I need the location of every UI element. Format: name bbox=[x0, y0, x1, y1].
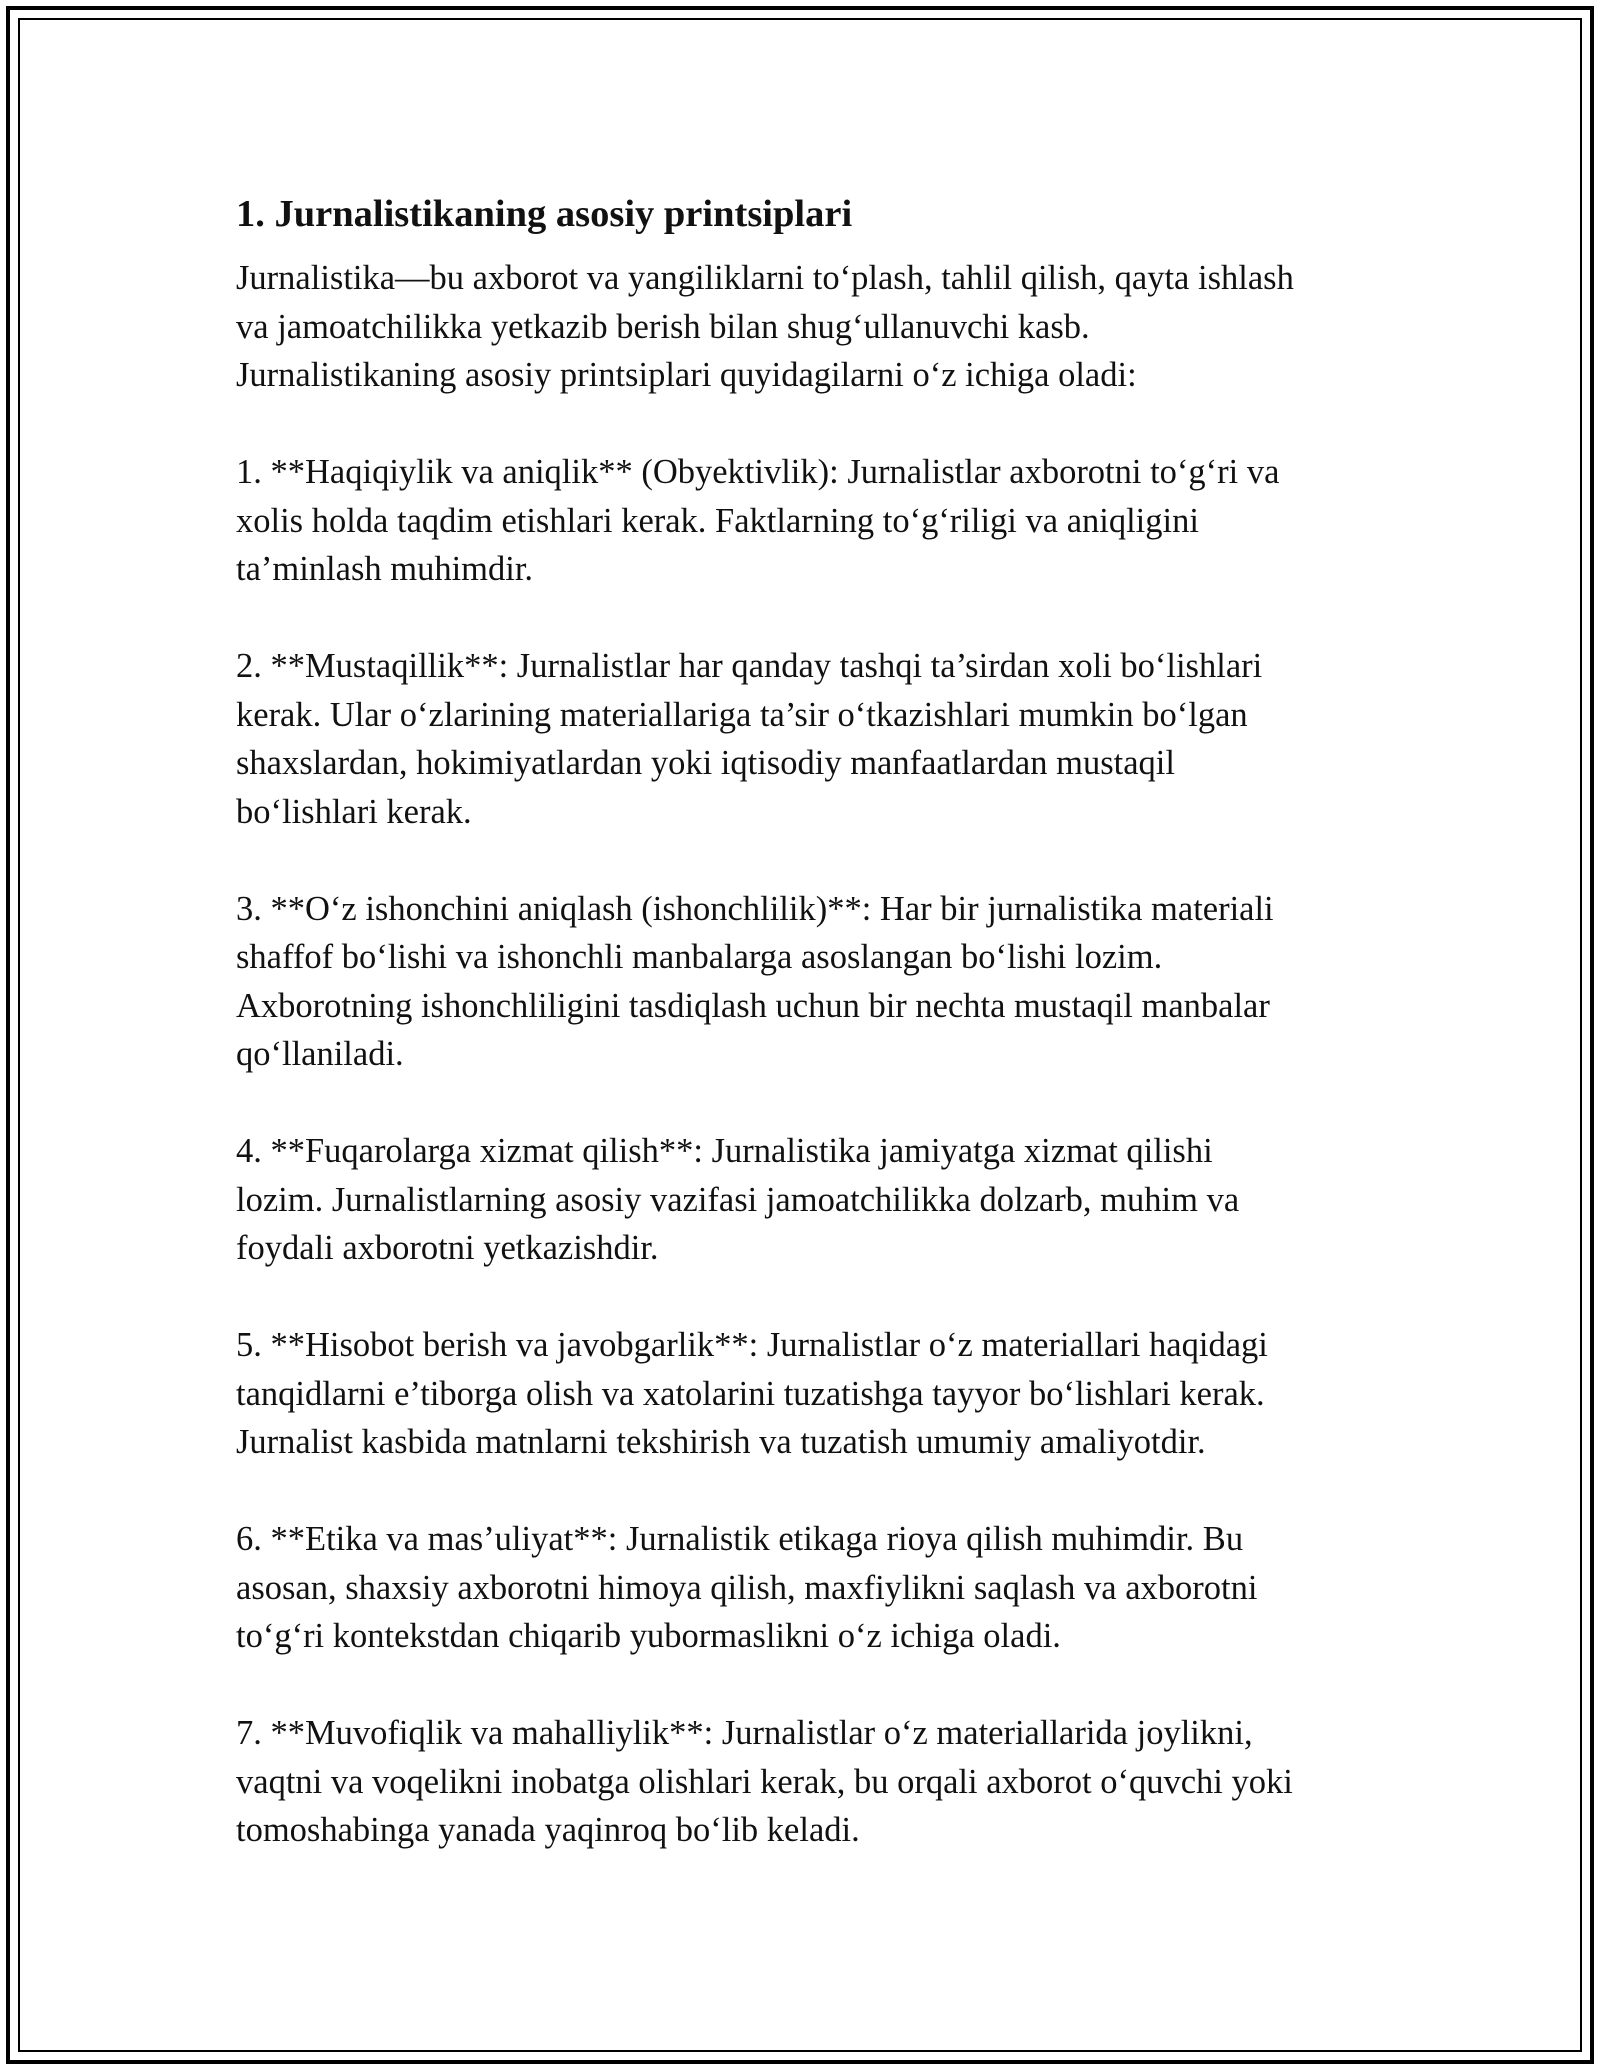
principle-7-paragraph bbox=[236, 1709, 1376, 1855]
principle-5-paragraph bbox=[236, 1321, 1376, 1467]
text-line: 3. **O‘z ishonchini aniqlash (ishonchlilik)**: Har bir jurnalistika materiali bbox=[236, 889, 1274, 928]
text-line: va jamoatchilikka yetkazib berish bilan shug‘ullanuvchi kasb. bbox=[236, 307, 1090, 346]
text-line: qo‘llaniladi. bbox=[236, 1035, 404, 1073]
text-line: asosan, shaxsiy axborotni himoya qilish, maxfiylikni saqlash va axborotni bbox=[236, 1568, 1258, 1607]
document-body bbox=[236, 186, 1376, 1903]
text-line: 6. **Etika va mas’uliyat**: Jurnalistik etikaga rioya qilish muhimdir. Bu bbox=[236, 1520, 1244, 1558]
principle-3-paragraph bbox=[236, 885, 1376, 1079]
text-line: Axborotning ishonchliligini tasdiqlash uchun bir nechta mustaqil manbalar bbox=[236, 986, 1270, 1025]
principle-4-paragraph bbox=[236, 1127, 1376, 1273]
text-line: Jurnalistikaning asosiy printsiplari quyidagilarni o‘z ichiga oladi: bbox=[236, 356, 1137, 394]
text-line: 1. **Haqiqiylik va aniqlik** (Obyektivlik): Jurnalistlar axborotni to‘g‘ri va bbox=[236, 453, 1280, 491]
text-line: bo‘lishlari kerak. bbox=[236, 792, 472, 831]
text-line: 7. **Muvofiqlik va mahalliylik**: Jurnalistlar o‘z materiallarida joylikni, bbox=[236, 1714, 1253, 1752]
text-line: Jurnalistika—bu axborot va yangiliklarni to‘plash, tahlil qilish, qayta ishlash bbox=[236, 259, 1294, 297]
text-line: tomoshabinga yanada yaqinroq bo‘lib keladi. bbox=[236, 1811, 860, 1849]
text-line: to‘g‘ri kontekstdan chiqarib yubormaslikni o‘z ichiga oladi. bbox=[236, 1617, 1061, 1655]
text-line: foydali axborotni yetkazishdir. bbox=[236, 1229, 659, 1267]
text-line: shaxslardan, hokimiyatlardan yoki iqtisodiy manfaatlardan mustaqil bbox=[236, 744, 1175, 782]
text-line: vaqtni va voqelikni inobatga olishlari kerak, bu orqali axborot o‘quvchi yoki bbox=[236, 1762, 1293, 1801]
intro-paragraph bbox=[236, 254, 1376, 400]
text-line: ta’minlash muhimdir. bbox=[236, 550, 534, 588]
text-line: lozim. Jurnalistlarning asosiy vazifasi jamoatchilikka dolzarb, muhim va bbox=[236, 1180, 1240, 1219]
text-line: 2. **Mustaqillik**: Jurnalistlar har qanday tashqi ta’sirdan xoli bo‘lishlari bbox=[236, 647, 1263, 685]
principle-6-paragraph bbox=[236, 1515, 1376, 1661]
text-line: shaffof bo‘lishi va ishonchli manbalarga asoslangan bo‘lishi lozim. bbox=[236, 938, 1163, 976]
text-line: 5. **Hisobot berish va javobgarlik**: Jurnalistlar o‘z materiallari haqidagi bbox=[236, 1326, 1268, 1364]
text-line: Jurnalist kasbida matnlarni tekshirish va tuzatish umumiy amaliyotdir. bbox=[236, 1423, 1206, 1461]
principle-1-paragraph bbox=[236, 448, 1376, 594]
principle-2-paragraph bbox=[236, 642, 1376, 836]
text-line: tanqidlarni e’tiborga olish va xatolarini tuzatishga tayyor bo‘lishlari kerak. bbox=[236, 1374, 1265, 1413]
text-line: 4. **Fuqarolarga xizmat qilish**: Jurnalistika jamiyatga xizmat qilishi bbox=[236, 1132, 1213, 1170]
text-line: xolis holda taqdim etishlari kerak. Faktlarning to‘g‘riligi va aniqligini bbox=[236, 501, 1199, 540]
text-line: kerak. Ular o‘zlarining materiallariga ta’sir o‘tkazishlari mumkin bo‘lgan bbox=[236, 695, 1248, 734]
document-title: 1. Jurnalistikaning asosiy printsiplari bbox=[236, 193, 853, 235]
